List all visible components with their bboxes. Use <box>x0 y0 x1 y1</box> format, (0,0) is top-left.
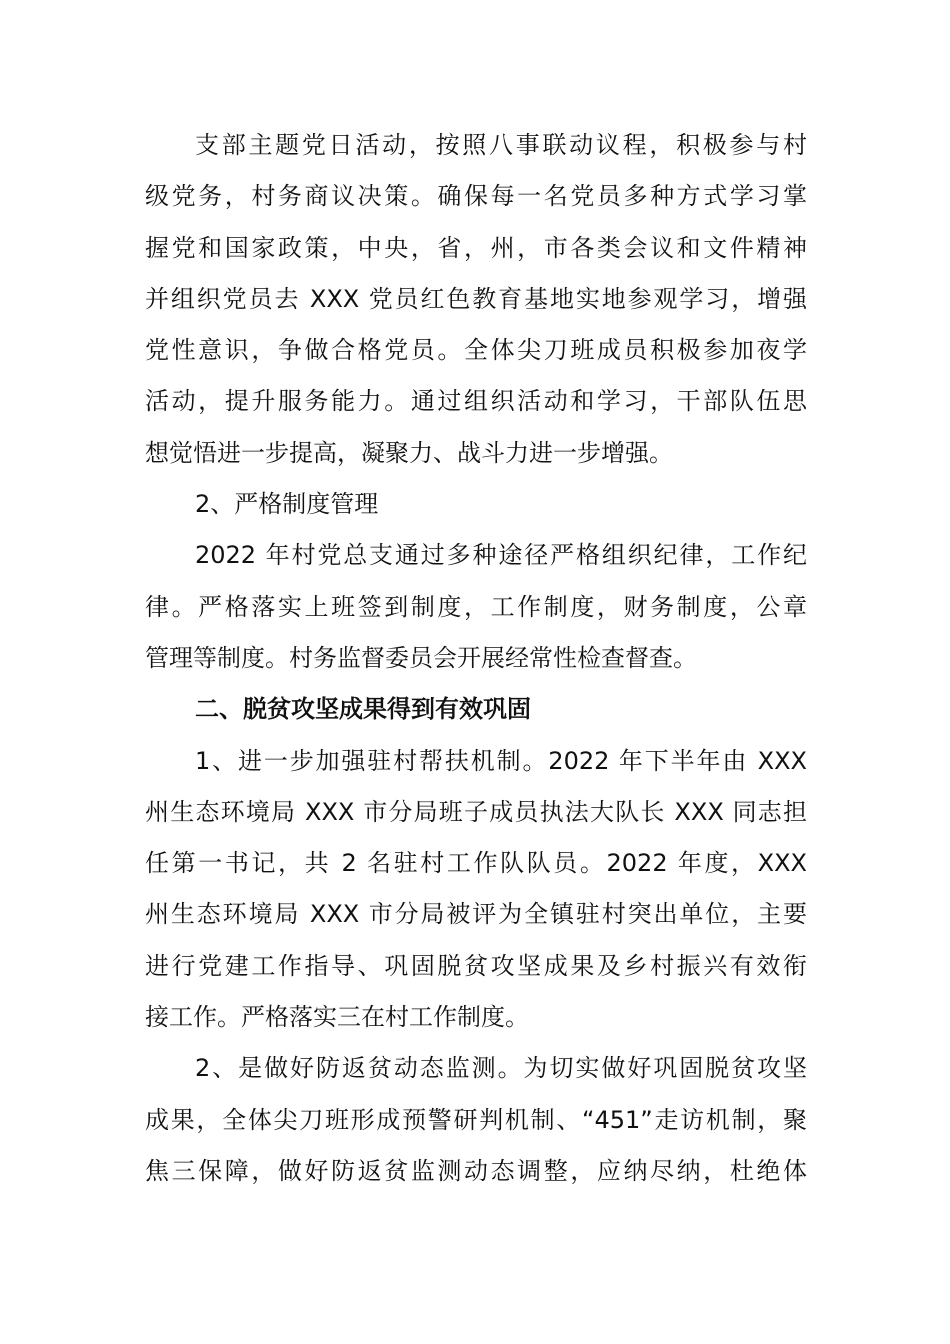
paragraph-line: 2022 年村党总支通过多种途径严格组织纪律，工作纪 <box>195 541 807 570</box>
paragraph-line: 焦三保障，做好防返贫监测动态调整，应纳尽纳，杜绝体 <box>145 1156 807 1185</box>
paragraph-line: 1、进一步加强驻村帮扶机制。2022 年下半年由 XXX <box>195 746 807 775</box>
paragraph-line: 2、是做好防返贫动态监测。为切实做好巩固脱贫攻坚 <box>195 1054 807 1083</box>
paragraph-line: 活动，提升服务能力。通过组织活动和学习，干部队伍思 <box>145 387 807 416</box>
paragraph-line: 级党务，村务商议决策。确保每一名党员多种方式学习掌 <box>145 182 807 211</box>
paragraph-line: 管理等制度。村务监督委员会开展经常性检查督查。 <box>145 643 697 672</box>
paragraph-line: 成果，全体尖刀班形成预警研判机制、“451”走访机制，聚 <box>145 1105 807 1134</box>
paragraph-line: 任第一书记，共 2 名驻村工作队队员。2022 年度，XXX <box>145 849 807 878</box>
paragraph-line: 党性意识，争做合格党员。全体尖刀班成员积极参加夜学 <box>145 336 807 365</box>
section-heading: 二、脱贫攻坚成果得到有效巩固 <box>195 695 531 724</box>
paragraph-line: 并组织党员去 XXX 党员红色教育基地实地参观学习，增强 <box>145 284 807 313</box>
paragraph-line: 接工作。严格落实三在村工作制度。 <box>145 1003 529 1032</box>
paragraph-line: 州生态环境局 XXX 市分局被评为全镇驻村突出单位，主要 <box>145 900 807 929</box>
paragraph-line: 进行党建工作指导、巩固脱贫攻坚成果及乡村振兴有效衔 <box>145 951 807 980</box>
paragraph-line: 握党和国家政策，中央，省，州，市各类会议和文件精神 <box>145 233 807 262</box>
paragraph-line: 州生态环境局 XXX 市分局班子成员执法大队长 XXX 同志担 <box>145 797 807 826</box>
paragraph-line: 支部主题党日活动，按照八事联动议程，积极参与村 <box>195 131 807 159</box>
paragraph-line: 律。严格落实上班签到制度，工作制度，财务制度，公章 <box>145 592 807 621</box>
document-page <box>145 120 807 1197</box>
subheading: 2、严格制度管理 <box>195 490 379 519</box>
paragraph-line: 想觉悟进一步提高，凝聚力、战斗力进一步增强。 <box>145 438 673 467</box>
